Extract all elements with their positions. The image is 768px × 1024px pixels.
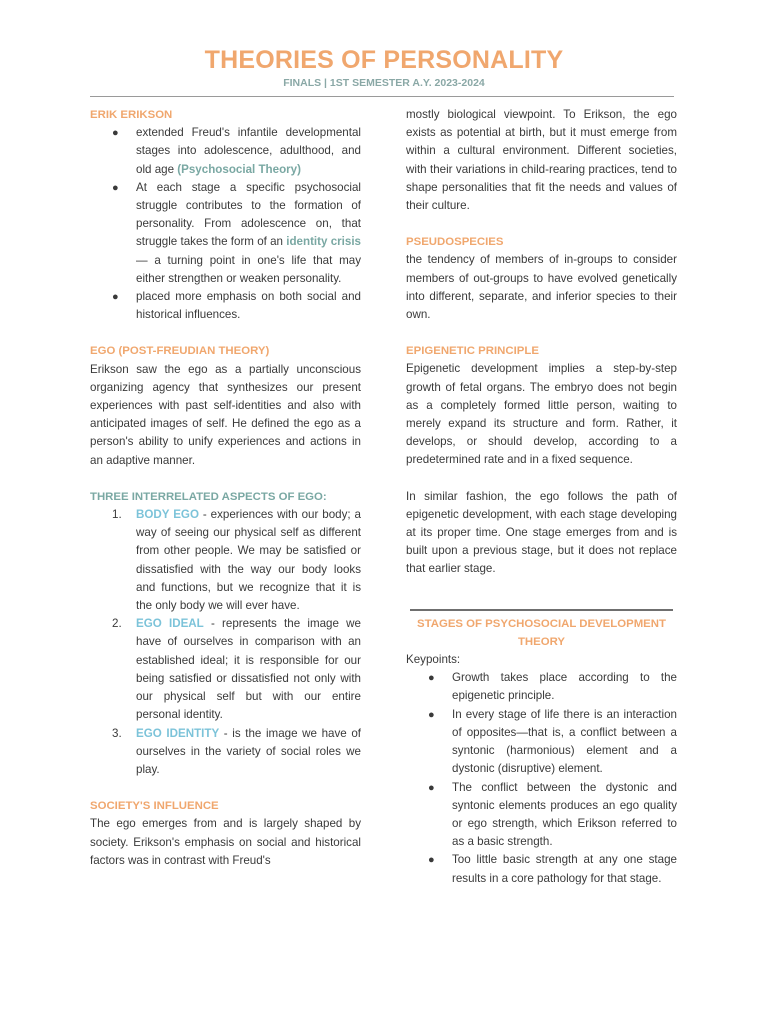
header-divider (90, 96, 674, 97)
left-column (90, 106, 361, 870)
ego-identity-term: EGO IDENTITY (136, 726, 220, 740)
heading-ego: EGO (POST-FREUDIAN THEORY) (90, 345, 270, 358)
list-item (90, 179, 361, 288)
item-text: - is the image we have of ourselves in the variety of social roles we play. (136, 726, 362, 776)
keypoint-text: Too little basic strength at any one stage results in a core pathology for that stage. (452, 853, 677, 885)
item-number: 1. (112, 508, 122, 522)
bullet-icon: ● (428, 708, 435, 721)
heading-pseudospecies: PSEUDOSPECIES (406, 236, 504, 249)
heading-society-influence: SOCIETY'S INFLUENCE (90, 800, 219, 813)
identity-crisis-term: identity crisis (286, 235, 361, 249)
list-item (406, 706, 677, 779)
heading-stages: STAGES OF PSYCHOSOCIAL DEVELOPMENT THEORY (417, 617, 666, 648)
epigenetic-paragraph-1: Epigenetic development implies a step-by-step growth of fetal organs. The embryo does not begin as a completely formed little person, waiting to merely expand its structure and form. Rather, it develops, or should develop, according to a predetermined rate and in a fixed sequence. (406, 362, 677, 467)
bullet-text: — a turning point in one's life that may either strengthen or weaken personality. (136, 253, 361, 285)
item-text: - experiences with our body; a way of seeing our physical self as different from other people. We may be satisfied or dissatisfied with the way our body looks and functions, but we recognize that it is the only body we will ever have. (136, 508, 361, 613)
keypoint-text: Growth takes place according to the epigenetic principle. (452, 671, 677, 703)
body-ego-term: BODY EGO (136, 508, 199, 522)
heading-three-aspects: THREE INTERRELATED ASPECTS OF EGO: (90, 490, 327, 503)
keypoint-text: In every stage of life there is an interaction of opposites—that is, a conflict between a syntonic (harmonious) element and a dystonic (disruptive) element. (452, 707, 677, 776)
list-item (406, 851, 677, 887)
heading-erik-erikson: ERIK ERIKSON (90, 109, 173, 121)
bullet-text: extended Freud's infantile developmental stages into adolescence, adulthood, and old age (136, 126, 361, 176)
society-paragraph-continued: mostly biological viewpoint. To Erikson, the ego exists as potential at birth, but it must emerge from within a cultural environment. Different societies, with their variations in child-rearing practices, tend to shape personalities that fit the needs and values of their culture. (406, 108, 677, 213)
bullet-icon: ● (428, 854, 435, 867)
bullet-text: placed more emphasis on both social and historical influences. (136, 290, 361, 322)
heading-epigenetic-principle: EPIGENETIC PRINCIPLE (406, 345, 539, 358)
list-item (90, 124, 361, 179)
bullet-icon: ● (112, 291, 119, 304)
keypoint-text: The conflict between the dystonic and syntonic elements produces an ego quality or ego strength, which Erikson referred to as a basic strength. (452, 780, 677, 849)
item-number: 2. (112, 617, 122, 631)
item-number: 3. (112, 726, 122, 740)
section-divider (410, 609, 673, 611)
bullet-icon: ● (428, 672, 435, 685)
page-subtitle: FINALS | 1ST SEMESTER A.Y. 2023-2024 (283, 77, 485, 89)
society-paragraph: The ego emerges from and is largely shaped by society. Erikson's emphasis on social and historical factors was in contrast with Freud's (90, 817, 361, 867)
list-item (90, 288, 361, 324)
erikson-bullet-list (90, 124, 361, 324)
pseudospecies-paragraph: the tendency of members of in-groups to consider members of out-groups to have evolved genetically into different, separate, and inferior species to their own. (406, 253, 677, 322)
keypoints-label: Keypoints: (406, 653, 461, 667)
right-column (406, 106, 677, 888)
keypoints-bullet-list (406, 669, 677, 887)
list-item (90, 725, 361, 780)
page-title: THEORIES OF PERSONALITY (204, 46, 564, 74)
ego-paragraph: Erikson saw the ego as a partially unconscious organizing agency that synthesizes our present experiences with past self-identities and also with anticipated images of self. He defined the ego as a person's ability to unify experiences and actions in an adaptive manner. (90, 362, 361, 467)
psychosocial-theory-term: (Psychosocial Theory) (177, 162, 301, 176)
aspects-numbered-list (90, 506, 361, 779)
ego-ideal-term: EGO IDEAL (136, 617, 204, 631)
list-item (90, 615, 361, 724)
list-item (90, 506, 361, 615)
bullet-icon: ● (428, 781, 435, 794)
epigenetic-paragraph-2: In similar fashion, the ego follows the path of epigenetic development, with each stage developing at its proper time. One stage emerges from and is built upon a previous stage, but it does not replace that earlier stage. (406, 489, 677, 576)
item-text: - represents the image we have of ourselves in comparison with an established ideal; it is responsible for our being satisfied or dissatisfied not only with our physical self but with our entire personal identity. (136, 617, 361, 722)
bullet-text: At each stage a specific psychosocial struggle contributes to the formation of personality. From adolescence on, that struggle takes the form of an (136, 180, 361, 249)
bullet-icon: ● (112, 181, 119, 194)
list-item (406, 779, 677, 852)
bullet-icon: ● (112, 127, 119, 140)
list-item (406, 669, 677, 705)
page-header (0, 44, 768, 90)
